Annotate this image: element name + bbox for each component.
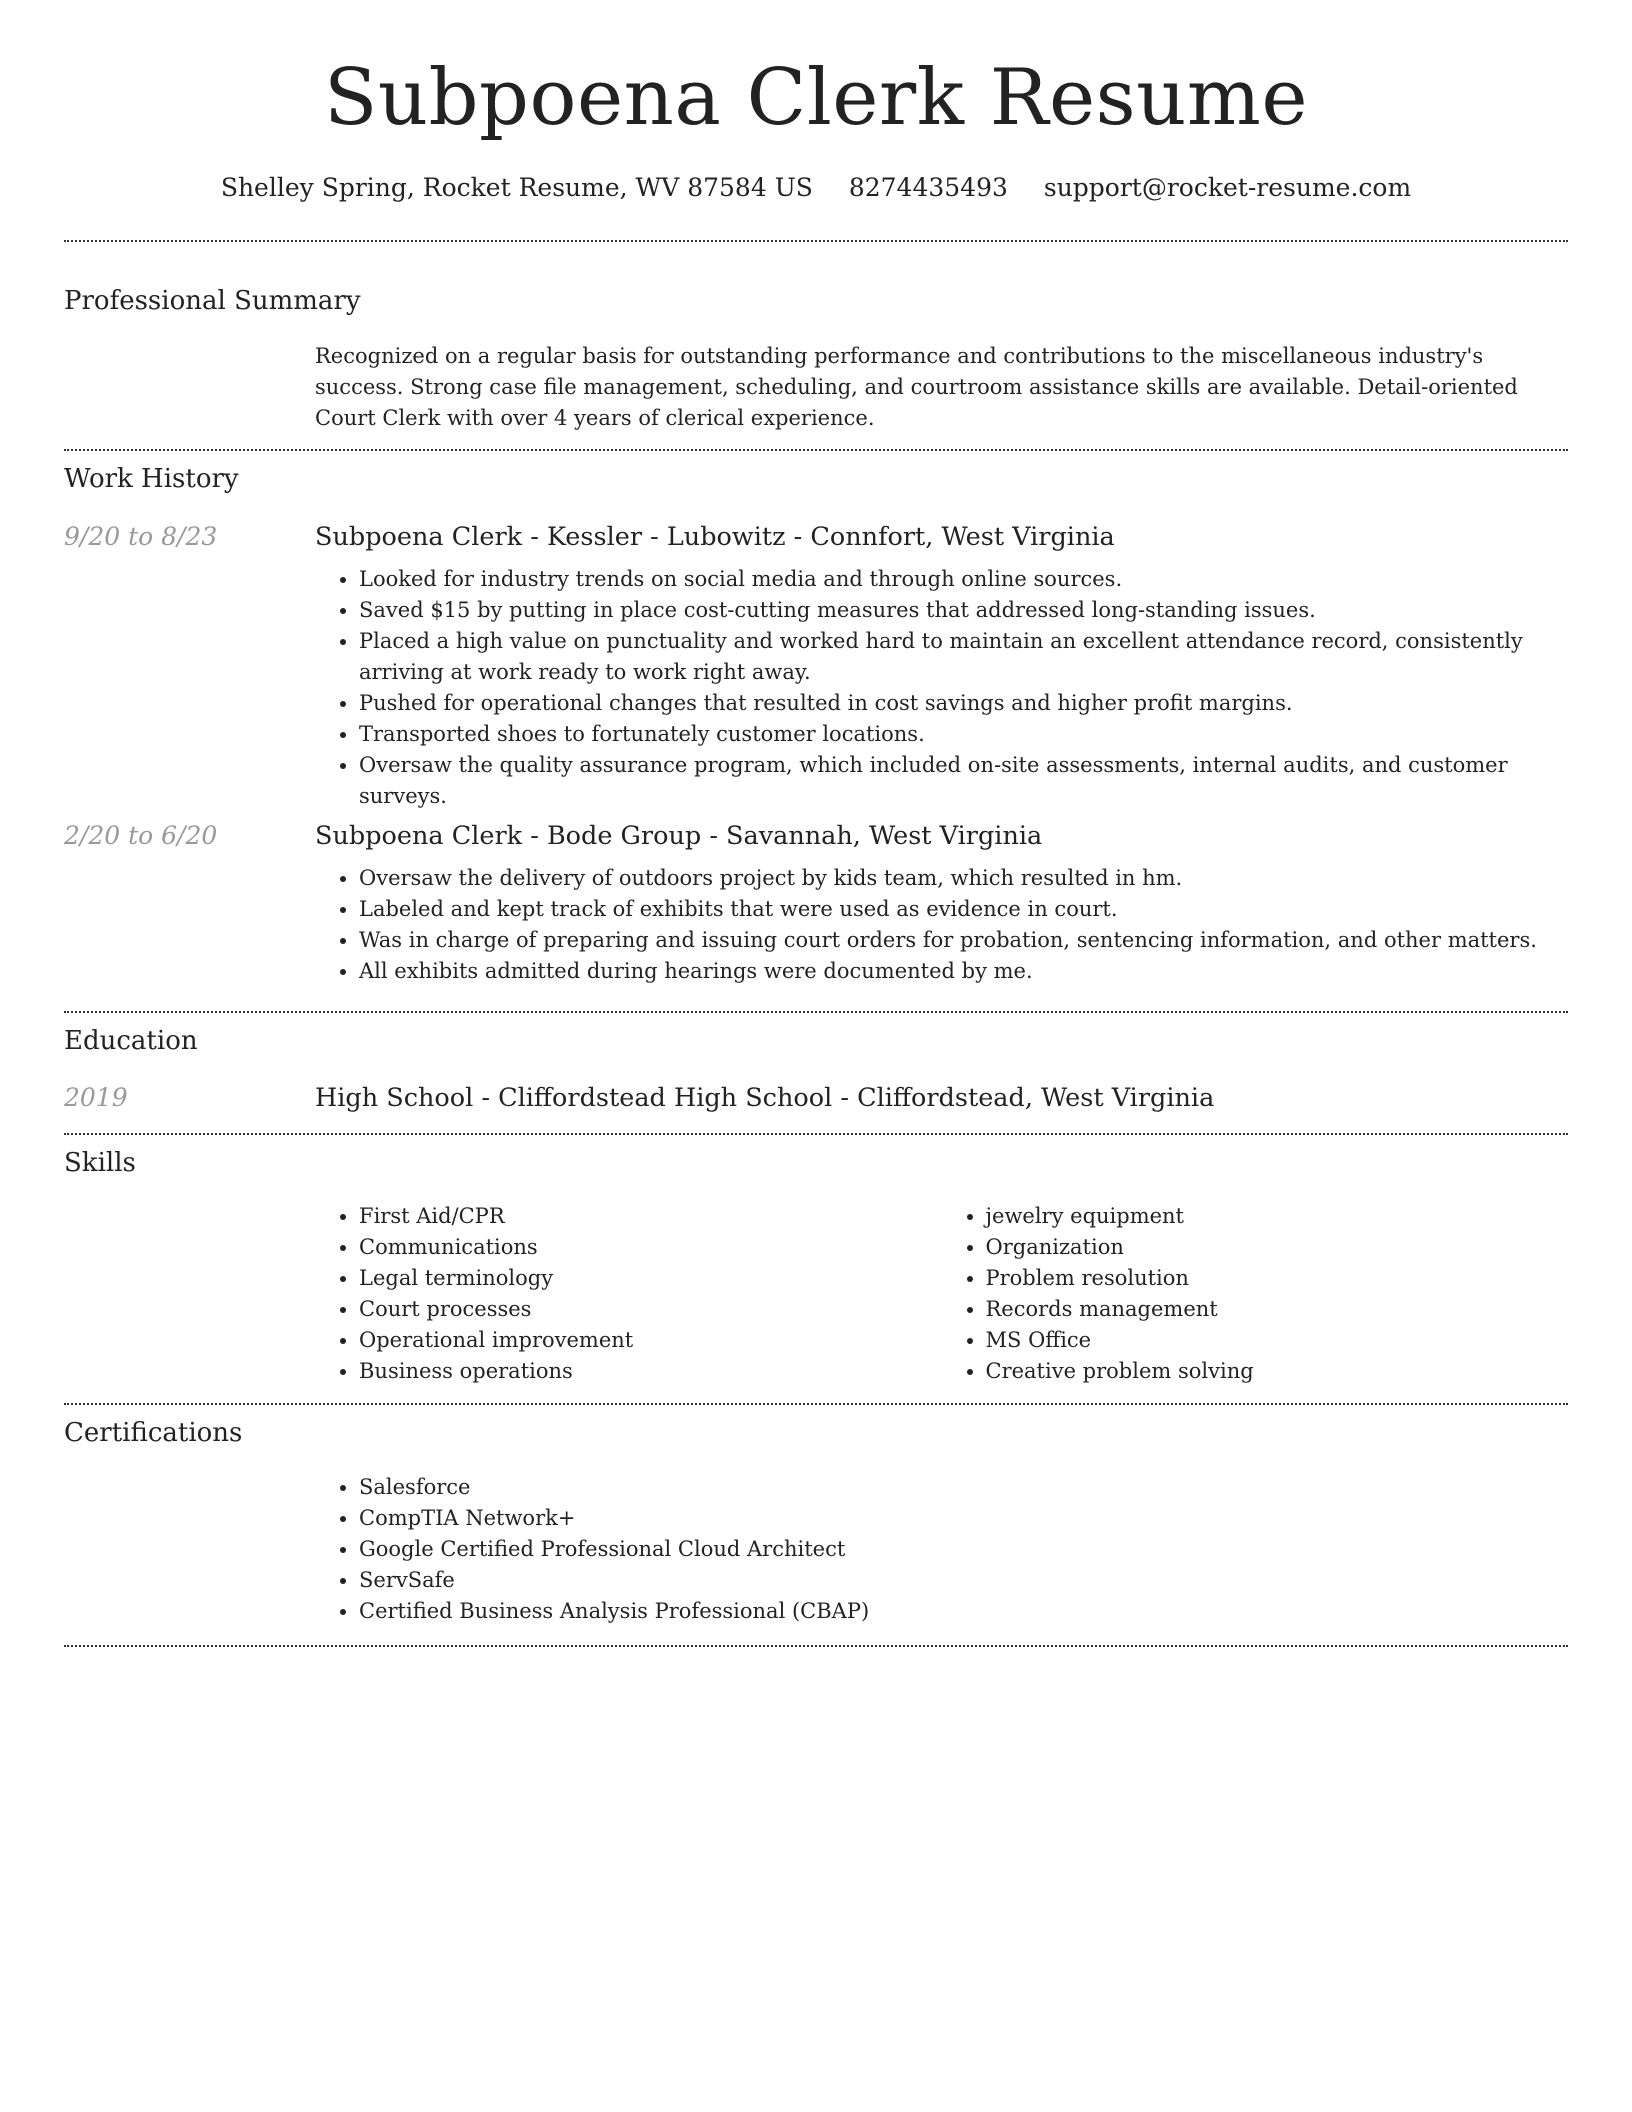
list-item: • Creative problem solving (986, 1356, 1569, 1387)
section-divider (64, 1133, 1568, 1135)
certifications-list (315, 1472, 1568, 1627)
list-item: • First Aid/CPR (359, 1201, 942, 1232)
section-divider (64, 449, 1568, 451)
job-entry (315, 818, 1568, 987)
contact-line (64, 168, 1568, 208)
contact-phone: 8274435493 (848, 173, 1008, 202)
section-title-work-history: Work History (64, 464, 239, 494)
section-title-certifications: Certifications (64, 1418, 243, 1448)
job-dates: 9/20 to 8/23 (64, 522, 218, 551)
list-item: • Looked for industry trends on social media and through online sources. (359, 564, 1568, 595)
education-school: High School - Cliffordstead High School - Cliffordstead, West Virginia (315, 1083, 1215, 1113)
list-item: • MS Office (986, 1325, 1569, 1356)
skills-column-right (942, 1201, 1569, 1387)
list-item: • jewelry equipment (986, 1201, 1569, 1232)
education-entry (315, 1080, 1568, 1116)
skills-column-left (315, 1201, 942, 1387)
list-item: • Oversaw the quality assurance program, which included on-site assessments, internal audits, and customer surveys. (359, 750, 1568, 812)
job-bullets (315, 863, 1568, 987)
education-year: 2019 (64, 1083, 128, 1112)
list-item: • CompTIA Network+ (359, 1503, 1568, 1534)
list-item: • Problem resolution (986, 1263, 1569, 1294)
section-title-skills: Skills (64, 1148, 136, 1178)
section-divider (64, 240, 1568, 242)
list-item: • Google Certified Professional Cloud Architect (359, 1534, 1568, 1565)
list-item: • Organization (986, 1232, 1569, 1263)
list-item: • Records management (986, 1294, 1569, 1325)
list-item: • Labeled and kept track of exhibits that were used as evidence in court. (359, 894, 1568, 925)
list-item: • Transported shoes to fortunately customer locations. (359, 719, 1568, 750)
job-entry (315, 519, 1568, 812)
list-item: • Communications (359, 1232, 942, 1263)
contact-address: Shelley Spring, Rocket Resume, WV 87584 US (220, 173, 813, 202)
list-item: • Saved $15 by putting in place cost-cutting measures that addressed long-standing issues. (359, 595, 1568, 626)
skills-list (315, 1201, 1568, 1387)
list-item: • All exhibits admitted during hearings were documented by me. (359, 956, 1568, 987)
list-item: • Salesforce (359, 1472, 1568, 1503)
list-item: • Business operations (359, 1356, 942, 1387)
list-item: • Placed a high value on punctuality and worked hard to maintain an excellent attendance record, consistently arriving at work ready to work right away. (359, 626, 1568, 688)
section-divider (64, 1011, 1568, 1013)
list-item: • Pushed for operational changes that resulted in cost savings and higher profit margins. (359, 688, 1568, 719)
contact-email: support@rocket-resume.com (1043, 173, 1412, 202)
job-title: Subpoena Clerk - Kessler - Lubowitz - Connfort, West Virginia (315, 522, 1115, 552)
section-divider (64, 1645, 1568, 1647)
page-title: Subpoena Clerk Resume (323, 53, 1309, 143)
list-item: • Certified Business Analysis Professional (CBAP) (359, 1596, 1568, 1627)
job-dates: 2/20 to 6/20 (64, 821, 218, 850)
section-divider (64, 1403, 1568, 1405)
list-item: • ServSafe (359, 1565, 1568, 1596)
job-bullets (315, 564, 1568, 812)
summary-text: Recognized on a regular basis for outstanding performance and contributions to the miscellaneous industry's success. Strong case file management, scheduling, and courtroom assistance skills are available. Detail-oriented Court Clerk with over 4 years of clerical experience. (315, 344, 1518, 430)
list-item: • Court processes (359, 1294, 942, 1325)
list-item: • Legal terminology (359, 1263, 942, 1294)
section-title-summary: Professional Summary (64, 286, 361, 316)
job-title: Subpoena Clerk - Bode Group - Savannah, West Virginia (315, 821, 1043, 851)
list-item: • Oversaw the delivery of outdoors project by kids team, which resulted in hm. (359, 863, 1568, 894)
list-item: • Operational improvement (359, 1325, 942, 1356)
certifications-items (315, 1472, 1568, 1627)
list-item: • Was in charge of preparing and issuing court orders for probation, sentencing information, and other matters. (359, 925, 1568, 956)
summary-block (315, 341, 1568, 434)
section-title-education: Education (64, 1026, 198, 1056)
